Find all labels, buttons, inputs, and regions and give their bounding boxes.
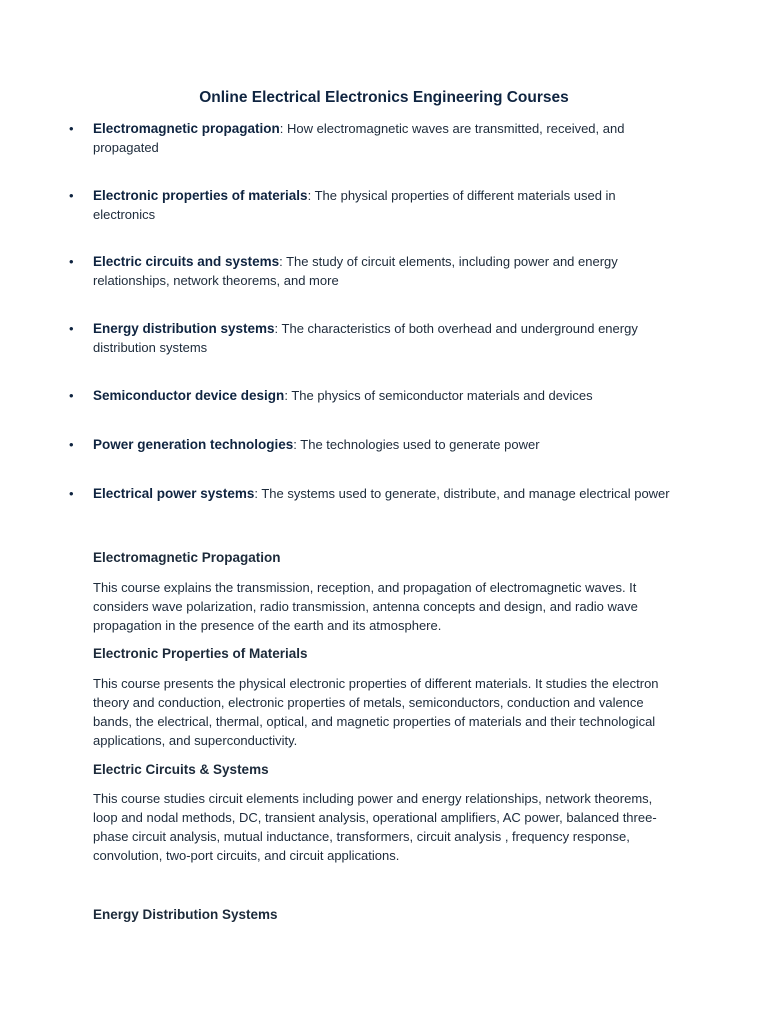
section-paragraph: This course studies circuit elements including power and energy relationships, network theorems, loop and nodal methods, DC, transient analysis, operational amplifiers, AC power, balanced three-phase circuit analysis, mutual inductance, transformers, circuit analysis , frequency response, convolution, two-port circuits, and circuit applications. xyxy=(93,791,657,863)
topic-term: Electromagnetic propagation xyxy=(93,121,280,136)
section-heading: Energy Distribution Systems xyxy=(93,907,278,922)
section-paragraph: This course presents the physical electronic properties of different materials. It studies the electron theory and conduction, electronic properties of metals, semiconductors, conduction and valence bands, the electrical, thermal, optical, and magnetic properties of materials and their technological applications, and superconductivity. xyxy=(93,676,659,748)
section-heading: Electronic Properties of Materials xyxy=(93,646,308,661)
topic-description: The characteristics of both overhead and underground energy distribution systems xyxy=(93,321,638,355)
list-item xyxy=(69,435,678,454)
topic-separator: : xyxy=(307,188,312,203)
topic-description: The study of circuit elements, including power and energy relationships, network theorems, and more xyxy=(93,254,618,288)
bullet-icon: • xyxy=(69,486,74,501)
bullet-icon: • xyxy=(69,388,74,403)
list-item xyxy=(69,319,678,357)
topic-term: Electrical power systems xyxy=(93,486,255,501)
section-heading: Electric Circuits & Systems xyxy=(93,762,269,777)
list-item xyxy=(69,252,678,290)
bullet-icon: • xyxy=(69,254,74,269)
section-heading: Electromagnetic Propagation xyxy=(93,550,281,565)
topic-term: Energy distribution systems xyxy=(93,321,275,336)
bullet-icon: • xyxy=(69,188,74,203)
list-item xyxy=(69,386,678,405)
topic-description: The systems used to generate, distribute, and manage electrical power xyxy=(257,486,670,501)
topic-term: Electric circuits and systems xyxy=(93,254,280,269)
bullet-icon: • xyxy=(69,321,74,336)
topic-term: Electronic properties of materials xyxy=(93,188,308,203)
topic-term: Power generation technologies xyxy=(93,437,294,452)
page-title: Online Electrical Electronics Engineering Courses xyxy=(199,89,569,106)
topic-separator: : xyxy=(254,486,258,501)
topic-separator: : xyxy=(279,121,284,136)
section-paragraph: This course explains the transmission, reception, and propagation of electromagnetic waves. It considers wave polarization, radio transmission, antenna concepts and design, and radio wave propagation in the presence of the earth and its atmosphere. xyxy=(93,580,638,633)
topic-term: Semiconductor device design xyxy=(93,388,285,403)
topic-description: The technologies used to generate power xyxy=(296,437,540,452)
list-item xyxy=(69,186,678,224)
topic-separator: : xyxy=(274,321,279,336)
list-item xyxy=(69,484,678,503)
topic-description: How electromagnetic waves are transmitted, received, and propagated xyxy=(93,121,625,155)
topic-separator: : xyxy=(284,388,288,403)
bullet-icon: • xyxy=(69,437,74,452)
list-item xyxy=(69,119,678,157)
bullet-icon: • xyxy=(69,121,74,136)
topic-separator: : xyxy=(293,437,297,452)
topic-separator: : xyxy=(279,254,283,269)
topic-description: The physical properties of different materials used in electronics xyxy=(93,188,616,222)
topic-description: The physics of semiconductor materials and devices xyxy=(287,388,593,403)
